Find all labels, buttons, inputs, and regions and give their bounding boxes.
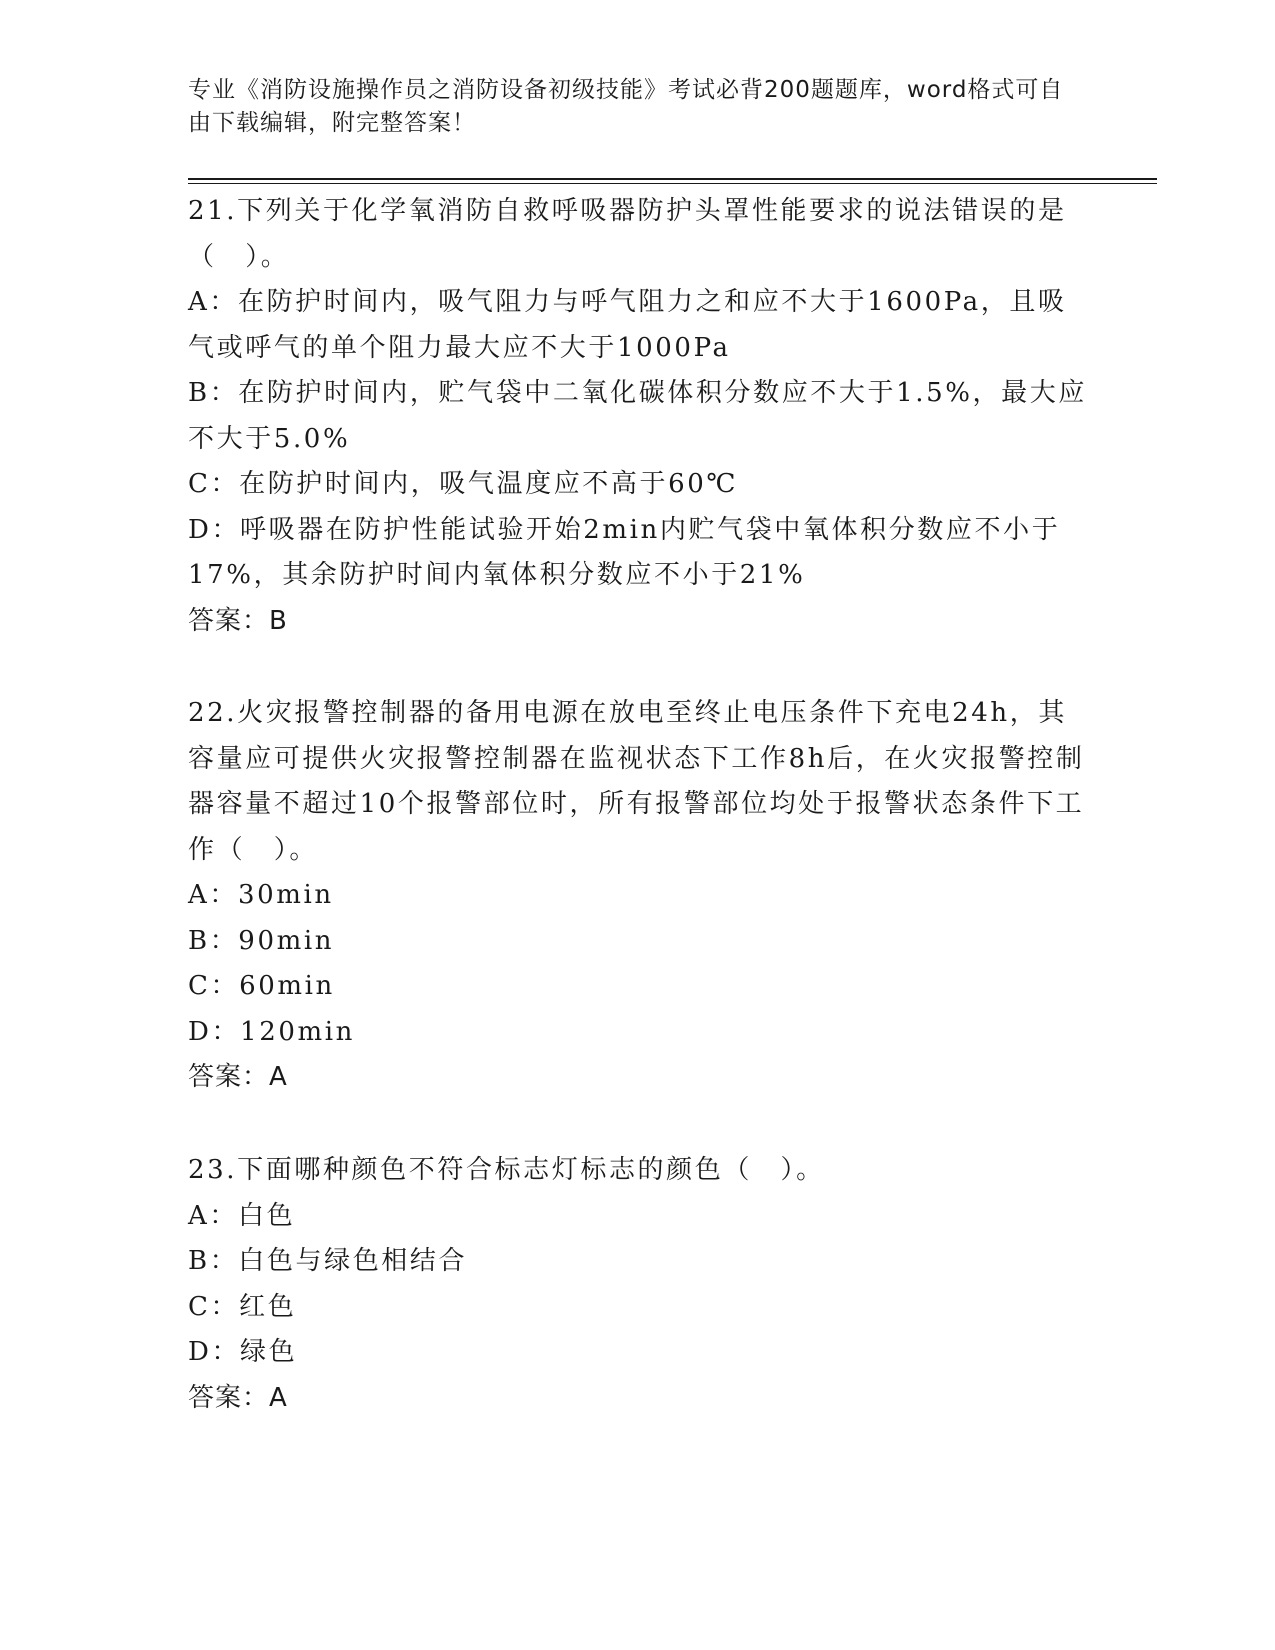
option-d: D：呼吸器在防护性能试验开始2min内贮气袋中氧体积分数应不小于17%，其余防护时间内氧体积分数应不小于21% (188, 514, 1061, 590)
question-21 (188, 189, 1088, 644)
option-d: D：120min (188, 1016, 355, 1047)
option-c: C：红色 (188, 1291, 297, 1322)
question-stem: 21.下列关于化学氧消防自救呼吸器防护头罩性能要求的说法错误的是（ ）。 (188, 196, 1067, 272)
option-b: B：白色与绿色相结合 (188, 1246, 468, 1276)
option-c: C：60min (188, 971, 335, 1001)
question-stem: 23.下面哪种颜色不符合标志灯标志的颜色（ ）。 (188, 1155, 825, 1185)
option-b: B：90min (188, 925, 335, 956)
option-c: C：在防护时间内，吸气温度应不高于60℃ (188, 469, 739, 499)
header-divider-thick (188, 178, 1157, 180)
answer: 答案：A (188, 1062, 288, 1092)
option-a: A：30min (188, 880, 334, 910)
question-23 (188, 1148, 1088, 1421)
answer: 答案：A (188, 1382, 288, 1413)
question-stem: 22.火灾报警控制器的备用电源在放电至终止电压条件下充电24h，其容量应可提供火灾报警控制器在监视状态下工作8h后，在火灾报警控制器容量不超过10个报警部位时，所有报警部位均处于报警状态条件下工作（ ）。 (188, 698, 1085, 865)
option-b: B：在防护时间内，贮气袋中二氧化碳体积分数应不大于1.5%，最大应不大于5.0% (188, 378, 1087, 454)
question-22 (188, 691, 1088, 1101)
header-divider-thin (188, 183, 1157, 184)
option-a: A：在防护时间内，吸气阻力与呼气阻力之和应不大于1600Pa，且吸气或呼气的单个阻力最大应不大于1000Pa (188, 287, 1067, 363)
answer: 答案：B (188, 605, 288, 636)
option-d: D：绿色 (188, 1337, 298, 1367)
option-a: A：白色 (188, 1200, 296, 1231)
document-header: 专业《消防设施操作员之消防设备初级技能》考试必背200题题库，word格式可自由下载编辑，附完整答案！ (188, 77, 1064, 136)
